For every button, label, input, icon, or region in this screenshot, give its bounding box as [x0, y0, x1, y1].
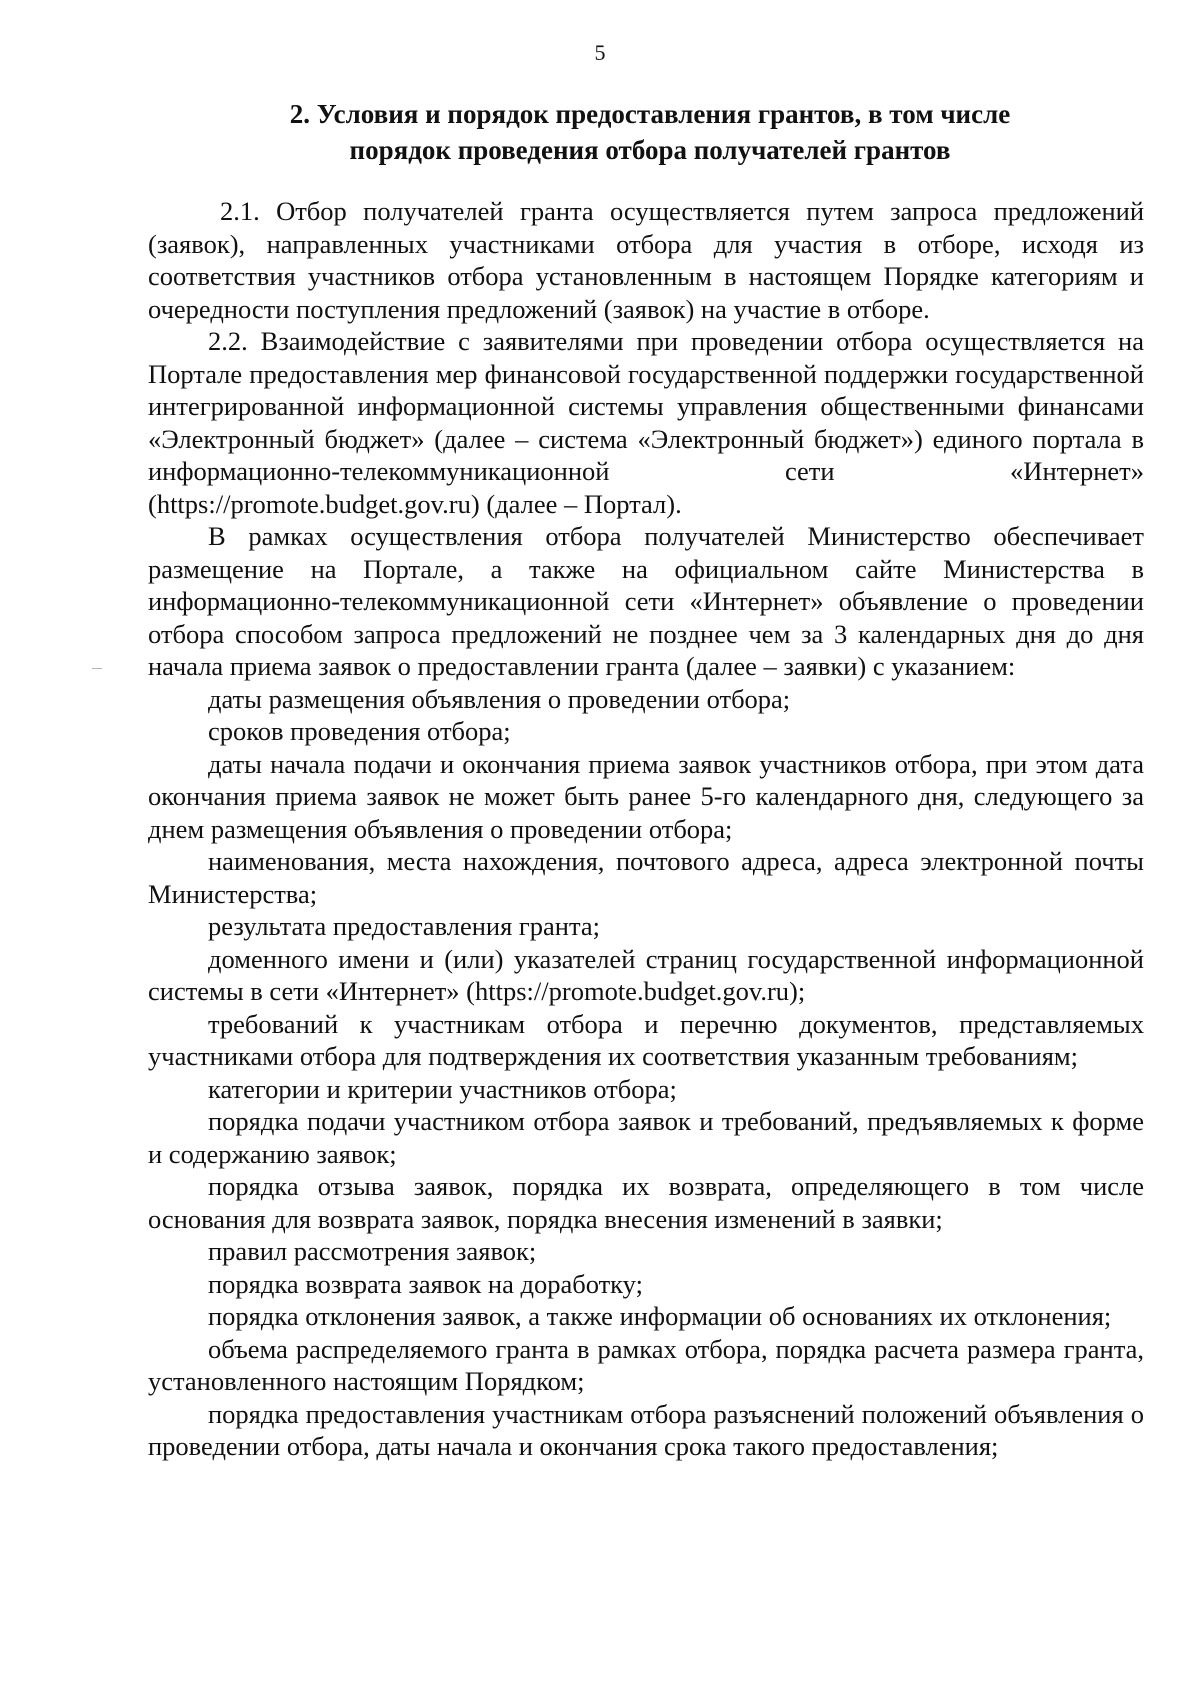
paragraph-announcement: В рамках осуществления отбора получателей Министерство обеспечивает размещение на Портале, а также на официальном сайте Министерства в информационно-телекоммуникационной сети «Интернет» объявление о проведении отбора способом запроса предложений не позднее чем за 3 календарных дня до дня начала приема заявок о предоставлении гранта (далее – заявки) с указанием: [148, 521, 1144, 681]
list-item: порядка отзыва заявок, порядка их возврата, определяющего в том числе основания для возврата заявок, порядка внесения изменений в заявки; [148, 1171, 1144, 1234]
list-item: даты размещения объявления о проведении отбора; [208, 683, 791, 714]
paragraph-2-1: 2.1. Отбор получателей гранта осуществляется путем запроса предложений (заявок), направленных участниками отбора для участия в отборе, исходя из соответствия участников отбора установленным в настоящем Порядке категориям и очередности поступления предложений (заявок) на участие в отборе. [148, 196, 1144, 324]
section-heading [150, 96, 1150, 168]
margin-mark [92, 668, 102, 669]
page-number: 5 [594, 40, 606, 65]
list-item: даты начала подачи и окончания приема заявок участников отбора, при этом дата окончания приема заявок не может быть ранее 5-го календарного дня, следующего за днем размещения объявления о проведении отбора; [148, 748, 1144, 844]
list-item: порядка подачи участником отбора заявок и требований, предъявляемых к форме и содержанию заявок; [148, 1106, 1144, 1169]
paragraph-2-2: 2.2. Взаимодействие с заявителями при проведении отбора осуществляется на Портале предоставления мер финансовой государственной поддержки государственной интегрированной информационной системы управления общественными финансами «Электронный бюджет» (далее – система «Электронный бюджет») единого портала в информационно-телекоммуникационной сети «Интернет» (https://promote.budget.gov.ru) (далее – Портал). [148, 326, 1144, 519]
list-item: сроков проведения отбора; [208, 716, 511, 746]
list-item: доменного имени и (или) указателей страниц государственной информационной системы в сети «Интернет» (https://promote.budget.gov.ru); [148, 943, 1144, 1006]
list-item: порядка возврата заявок на доработку; [208, 1268, 643, 1299]
list-item: категории и критерии участников отбора; [208, 1073, 677, 1104]
document-body [148, 195, 1144, 1463]
list-item: порядка отклонения заявок, а также информации об основаниях их отклонения; [208, 1301, 1112, 1331]
list-item: правил рассмотрения заявок; [208, 1236, 537, 1266]
list-item: порядка предоставления участникам отбора разъяснений положений объявления о проведении отбора, даты начала и окончания срока такого предоставления; [148, 1398, 1144, 1461]
list-item: наименования, места нахождения, почтового адреса, адреса электронной почты Министерства; [148, 846, 1144, 909]
section-heading-line-2: порядок проведения отбора получателей грантов [349, 135, 951, 165]
section-heading-line-1: 2. Условия и порядок предоставления грантов, в том числе [289, 99, 1011, 129]
list-item: результата предоставления гранта; [208, 911, 600, 941]
list-item: объема распределяемого гранта в рамках отбора, порядка расчета размера гранта, установленного настоящим Порядком; [148, 1333, 1144, 1396]
list-item: требований к участникам отбора и перечню документов, представляемых участниками отбора для подтверждения их соответствия указанным требованиям; [148, 1008, 1144, 1071]
